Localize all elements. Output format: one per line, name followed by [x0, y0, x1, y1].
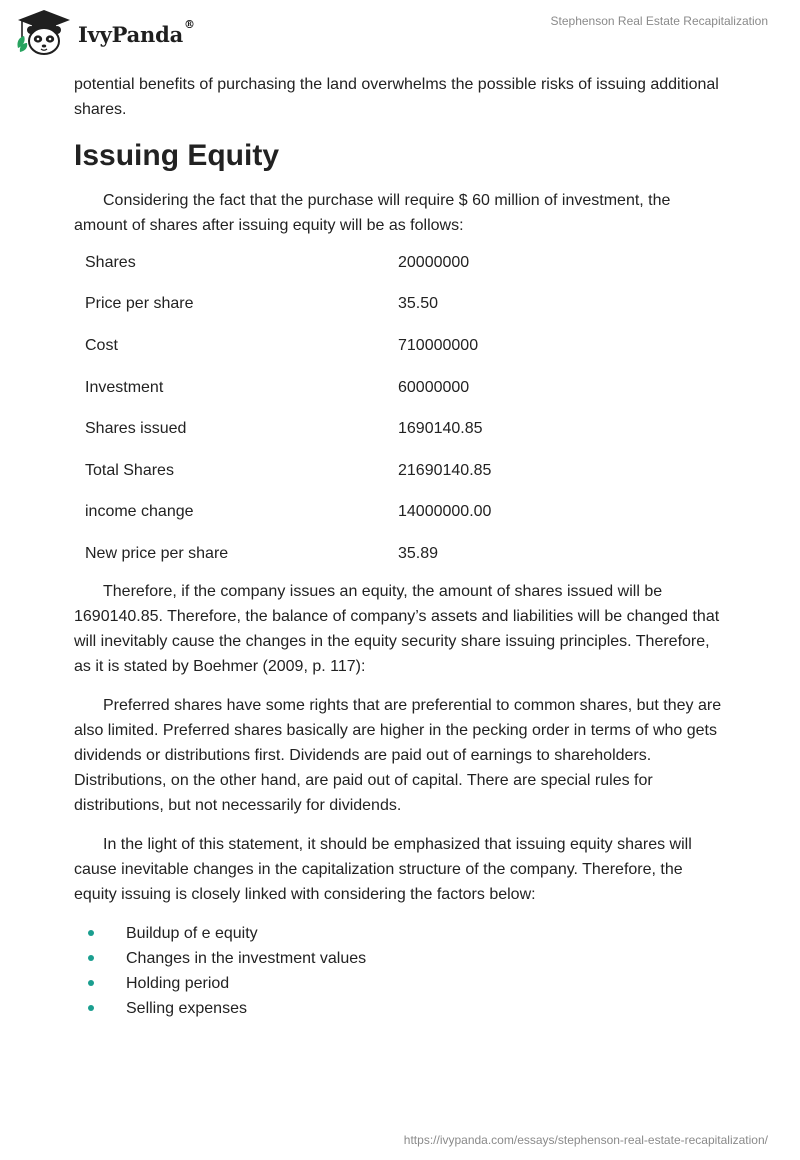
panda-graduate-icon	[14, 8, 74, 58]
table-row	[74, 408, 726, 450]
table-cell-label: Shares issued	[85, 420, 187, 438]
list-item-text: Changes in the investment values	[126, 949, 367, 967]
table-row	[74, 450, 726, 492]
table-cell-label: Investment	[85, 378, 164, 396]
table-cell-label: income change	[85, 503, 194, 521]
bullet-dot-icon	[88, 930, 94, 936]
table-row	[74, 492, 726, 534]
brand-name: IvyPanda®	[78, 17, 195, 47]
table-cell-label: New price per share	[85, 544, 229, 562]
bullet-dot-icon	[88, 955, 94, 961]
table-cell-label: Shares	[85, 253, 136, 271]
table-row	[74, 367, 726, 409]
table-cell-value: 60000000	[398, 378, 470, 396]
page-header	[0, 0, 800, 64]
table-row	[74, 325, 726, 367]
table-cell-value: 35.50	[398, 295, 439, 313]
table-cell-label: Cost	[85, 336, 118, 354]
paragraph-capitalization: In the light of this statement, it should be emphasized that issuing equity shares will cause inevitable changes in the capitalization structure of the company. Therefore, the equity issuing is closely linked with considering the factors below:	[74, 835, 692, 903]
equity-table	[74, 242, 726, 575]
table-row	[74, 284, 726, 326]
factors-list	[74, 921, 726, 1021]
section-heading: Issuing Equity	[74, 139, 280, 172]
document-title: Stephenson Real Estate Recapitalization	[550, 14, 768, 28]
list-item-text: Selling expenses	[126, 999, 247, 1017]
article-body	[74, 72, 726, 1021]
bullet-dot-icon	[88, 980, 94, 986]
table-cell-value: 710000000	[398, 336, 479, 354]
table-cell-value: 1690140.85	[398, 420, 483, 438]
list-item	[74, 971, 726, 996]
registered-mark: ®	[184, 17, 195, 31]
table-cell-label: Price per share	[85, 295, 194, 313]
quote-paragraph: Preferred shares have some rights that are preferential to common shares, but they are also limited. Preferred shares basically are higher in the pecking order in terms of who gets dividends or distributions first. Dividends are paid out of earnings to shareholders. Distributions, on the other hand, are paid out of capital. There are special rules for distributions, but not necessarily for dividends.	[74, 696, 722, 814]
paragraph-investment: Considering the fact that the purchase will require $ 60 million of investment, the amount of shares after issuing equity will be as follows:	[74, 192, 671, 234]
table-cell-value: 21690140.85	[398, 461, 492, 479]
table-cell-value: 14000000.00	[398, 503, 492, 521]
source-url-link[interactable]: https://ivypanda.com/essays/stephenson-real-estate-recapitalization/	[403, 1133, 768, 1147]
table-cell-value: 35.89	[398, 544, 439, 562]
table-cell-value: 20000000	[398, 253, 470, 271]
list-item	[74, 921, 726, 946]
list-item-text: Holding period	[126, 974, 230, 992]
paragraph-shares-issued: Therefore, if the company issues an equity, the amount of shares issued will be 1690140.85. Therefore, the balance of company’s assets and liabilities will be changed that will inevitably cause the changes in the equity security share issuing principles. Therefore, as it is stated by Boehmer (2009, p. 117):	[74, 582, 720, 675]
list-item	[74, 946, 726, 971]
list-item	[74, 996, 726, 1021]
table-row	[74, 242, 726, 284]
table-row	[74, 533, 726, 575]
table-cell-label: Total Shares	[85, 461, 174, 479]
list-item-text: Buildup of e equity	[126, 924, 258, 942]
bullet-dot-icon	[88, 1005, 94, 1011]
intro-paragraph: potential benefits of purchasing the land overwhelms the possible risks of issuing additional shares.	[74, 76, 719, 118]
brand-logo[interactable]	[14, 8, 195, 58]
